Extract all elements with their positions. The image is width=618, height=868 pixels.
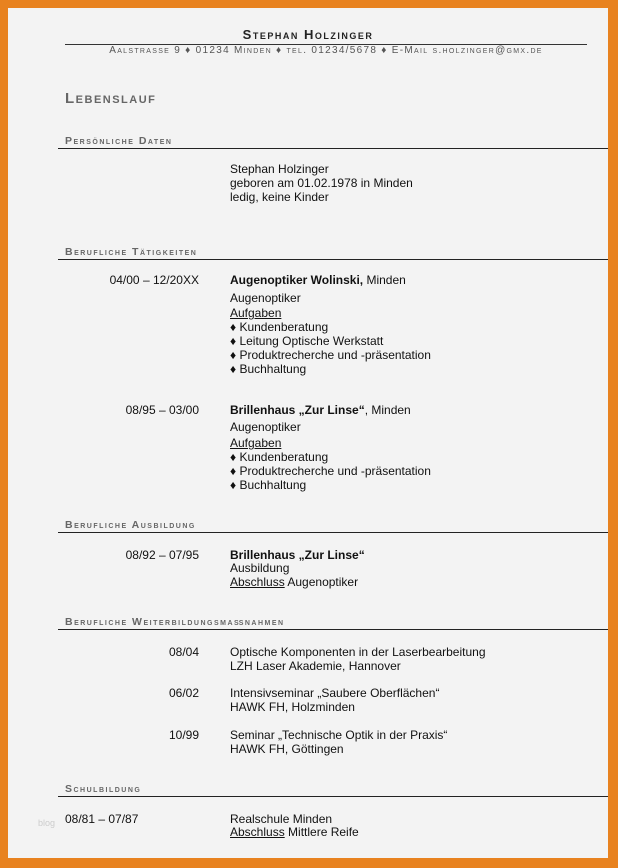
work-tasks-label: Aufgaben xyxy=(230,306,282,320)
school-result-label: Abschluss xyxy=(230,825,285,839)
work-task: ♦ Produktrecherche und -präsentation xyxy=(230,348,431,362)
header-name: Stephan Holzinger xyxy=(242,27,374,42)
work-role: Augenoptiker xyxy=(230,291,301,305)
work-task: ♦ Produktrecherche und -präsentation xyxy=(230,464,431,478)
header-contact: Aalstrasse 9 ♦ 01234 Minden ♦ tel. 01234/5678 ♦ E-Mail s.holzinger@gmx.de xyxy=(109,45,543,56)
work-employer-name: Augenoptiker Wolinski, xyxy=(230,273,364,287)
section-rule xyxy=(58,148,608,149)
section-heading-work: Berufliche Tätigkeiten xyxy=(65,246,198,258)
work-task: ♦ Buchhaltung xyxy=(230,362,307,376)
further-provider: HAWK FH, Göttingen xyxy=(230,742,344,756)
training-type: Ausbildung xyxy=(230,561,290,575)
training-result-value: Augenoptiker xyxy=(284,575,359,589)
section-rule xyxy=(58,532,608,533)
further-provider: HAWK FH, Holzminden xyxy=(230,700,355,714)
school-name: Realschule Minden xyxy=(230,812,333,826)
personal-status: ledig, keine Kinder xyxy=(230,190,329,204)
watermark: blog xyxy=(38,818,56,828)
section-rule xyxy=(58,629,608,630)
further-course: Seminar „Technische Optik in der Praxis“ xyxy=(230,728,448,742)
training-date: 08/92 – 07/95 xyxy=(125,548,199,562)
further-date: 08/04 xyxy=(168,645,199,659)
work-employer xyxy=(230,403,411,417)
work-task: ♦ Kundenberatung xyxy=(230,320,329,334)
work-employer-name: Brillenhaus „Zur Linse“ xyxy=(230,403,365,417)
further-date: 06/02 xyxy=(168,686,199,700)
work-employer xyxy=(230,273,406,287)
section-heading-training: Berufliche Ausbildung xyxy=(65,519,196,531)
further-provider: LZH Laser Akademie, Hannover xyxy=(230,659,401,673)
section-rule xyxy=(58,796,608,797)
work-employer-city: , Minden xyxy=(364,403,411,417)
section-rule xyxy=(58,259,608,260)
work-task: ♦ Buchhaltung xyxy=(230,478,307,492)
school-result-value: Mittlere Reife xyxy=(284,825,359,839)
section-heading-personal: Persönliche Daten xyxy=(65,135,173,147)
school-result xyxy=(230,825,359,839)
work-task: ♦ Leitung Optische Werkstatt xyxy=(230,334,384,348)
section-heading-further: Berufliche Weiterbildungsmaßnahmen xyxy=(65,616,285,628)
training-result xyxy=(230,575,358,589)
training-result-label: Abschluss xyxy=(230,575,285,589)
cv-page xyxy=(8,8,608,858)
further-course: Optische Komponenten in der Laserbearbeitung xyxy=(230,645,486,659)
work-task: ♦ Kundenberatung xyxy=(230,450,329,464)
work-tasks-label: Aufgaben xyxy=(230,436,282,450)
section-heading-school: Schulbildung xyxy=(65,783,142,795)
training-employer: Brillenhaus „Zur Linse“ xyxy=(230,548,365,562)
document-title: Lebenslauf xyxy=(65,90,157,107)
personal-birth: geboren am 01.02.1978 in Minden xyxy=(230,176,413,190)
further-course: Intensivseminar „Saubere Oberflächen“ xyxy=(230,686,440,700)
school-date: 08/81 – 07/87 xyxy=(65,812,139,826)
personal-name: Stephan Holzinger xyxy=(230,162,329,176)
work-date: 04/00 – 12/20XX xyxy=(109,273,199,287)
further-date: 10/99 xyxy=(168,728,199,742)
work-role: Augenoptiker xyxy=(230,420,301,434)
work-date: 08/95 – 03/00 xyxy=(125,403,199,417)
work-employer-city: Minden xyxy=(363,273,406,287)
